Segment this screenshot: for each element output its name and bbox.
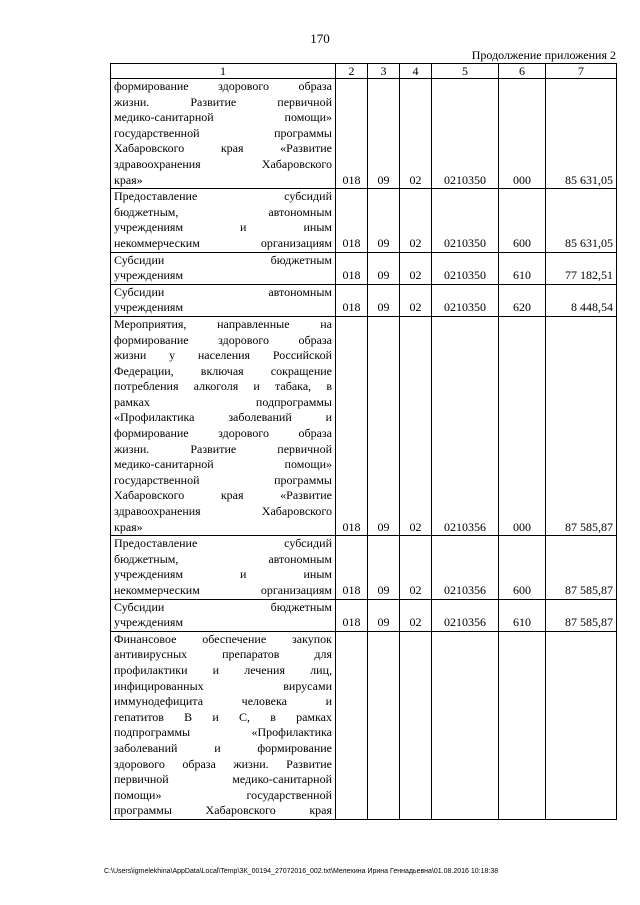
description-line: края»: [114, 172, 143, 187]
cell-c2: 018: [336, 252, 368, 284]
description-line: учреждениям: [114, 615, 184, 630]
description-line: Федерации, включая сокращение: [114, 363, 332, 378]
description-line: Предоставление субсидий: [114, 536, 332, 551]
description-line: учреждениям: [114, 300, 184, 315]
column-header: 4: [400, 64, 432, 79]
cell-c5: 0210350: [432, 79, 499, 189]
description-line: некоммерческим организациям: [114, 583, 332, 597]
description-line: здравоохранения Хабаровского: [114, 156, 332, 171]
cell-c5: 0210356: [432, 536, 499, 599]
cell-c4: 02: [400, 599, 432, 631]
description-line: государственной программы: [114, 125, 332, 140]
description-line: антивирусных препаратов для: [114, 647, 332, 662]
description-line: потребления алкоголя и табака, в: [114, 379, 332, 394]
cell-c4: 02: [400, 316, 432, 535]
cell-c3: 09: [368, 316, 400, 535]
description-line: помощи» государственной: [114, 787, 332, 802]
column-header: 6: [499, 64, 546, 79]
cell-c7: 85 631,05: [546, 189, 617, 252]
description-line: Субсидии автономным: [114, 284, 332, 299]
cell-c2: 018: [336, 79, 368, 189]
continuation-label: Продолжение приложения 2: [471, 48, 616, 62]
cell-c7: 8 448,54: [546, 284, 617, 316]
cell-c4: 02: [400, 79, 432, 189]
description-line: жизни. Развитие первичной: [114, 94, 332, 109]
description-line: профилактики и лечения лиц,: [114, 662, 332, 677]
description-line: учреждениям и иным: [114, 220, 332, 235]
description-line: первичной медико-санитарной: [114, 772, 332, 787]
description-line: «Профилактика заболеваний и: [114, 410, 332, 425]
table-row: [111, 284, 617, 316]
description-line: Субсидии бюджетным: [114, 599, 332, 614]
cell-c6: [499, 631, 546, 819]
column-header: 2: [336, 64, 368, 79]
cell-c5: 0210350: [432, 284, 499, 316]
page-number: 170: [310, 31, 330, 46]
description-line: бюджетным, автономным: [114, 551, 332, 566]
cell-c5: 0210356: [432, 316, 499, 535]
description-line: Хабаровского края «Развитие: [114, 141, 332, 156]
table-row: [111, 252, 617, 284]
description-line: гепатитов В и С, в рамках: [114, 709, 332, 724]
column-header: 7: [546, 64, 617, 79]
description-line: бюджетным, автономным: [114, 204, 332, 219]
cell-c3: 09: [368, 189, 400, 252]
cell-c3: 09: [368, 599, 400, 631]
cell-c7: 87 585,87: [546, 316, 617, 535]
cell-c5: 0210350: [432, 252, 499, 284]
description-line: иммунодефицита человека и: [114, 694, 332, 709]
cell-c3: [368, 631, 400, 819]
cell-c5: 0210356: [432, 599, 499, 631]
cell-c4: 02: [400, 252, 432, 284]
cell-c7: 87 585,87: [546, 536, 617, 599]
cell-c3: 09: [368, 252, 400, 284]
table-row: [111, 316, 617, 535]
description-line: медико-санитарной помощи»: [114, 457, 332, 472]
cell-c6: 610: [499, 599, 546, 631]
budget-table: [110, 63, 617, 820]
cell-c6: 620: [499, 284, 546, 316]
cell-c5: 0210350: [432, 189, 499, 252]
cell-c5: [432, 631, 499, 819]
description-line: некоммерческим организациям: [114, 235, 332, 250]
cell-c7: [546, 631, 617, 819]
cell-c2: 018: [336, 189, 368, 252]
description-line: формирование здорового образа: [114, 426, 332, 441]
row-description: [111, 599, 336, 631]
column-header: 1: [111, 64, 336, 79]
cell-c4: 02: [400, 536, 432, 599]
description-line: жизни у населения Российской: [114, 348, 332, 363]
cell-c2: 018: [336, 599, 368, 631]
description-line: края»: [114, 519, 143, 534]
file-path-footer: C:\Users\igmelekhina\AppData\Local\Temp\ЗК_00194_27072016_002.txt\Мелехина Ирина Геннадьевна\01.08.2016 10:18:38: [104, 868, 499, 875]
cell-c2: 018: [336, 284, 368, 316]
table-row: [111, 79, 617, 189]
description-line: учреждениям: [114, 268, 184, 283]
cell-c3: 09: [368, 79, 400, 189]
cell-c2: 018: [336, 316, 368, 535]
row-description: [111, 252, 336, 284]
cell-c2: [336, 631, 368, 819]
description-line: Субсидии бюджетным: [114, 252, 332, 267]
description-line: здорового образа жизни. Развитие: [114, 756, 332, 771]
description-line: заболеваний и формирование: [114, 740, 332, 755]
description-line: инфицированных вирусами: [114, 678, 332, 693]
table-row: [111, 189, 617, 252]
cell-c7: 77 182,51: [546, 252, 617, 284]
cell-c6: 600: [499, 536, 546, 599]
cell-c2: 018: [336, 536, 368, 599]
column-header: 5: [432, 64, 499, 79]
cell-c6: 600: [499, 189, 546, 252]
cell-c4: 02: [400, 284, 432, 316]
description-line: рамках подпрограммы: [114, 394, 332, 409]
row-description: [111, 536, 336, 599]
description-line: Предоставление субсидий: [114, 189, 332, 204]
description-line: Мероприятия, направленные на: [114, 316, 332, 331]
description-line: подпрограммы «Профилактика: [114, 725, 332, 740]
cell-c4: [400, 631, 432, 819]
column-header: 3: [368, 64, 400, 79]
description-line: государственной программы: [114, 472, 332, 487]
description-line: Финансовое обеспечение закупок: [114, 631, 332, 646]
cell-c3: 09: [368, 284, 400, 316]
description-line: Хабаровского края «Развитие: [114, 488, 332, 503]
row-description: [111, 284, 336, 316]
cell-c7: 85 631,05: [546, 79, 617, 189]
description-line: формирование здорового образа: [114, 79, 332, 93]
description-line: здравоохранения Хабаровского: [114, 504, 332, 519]
row-description: [111, 79, 336, 189]
row-description: [111, 316, 336, 535]
description-line: формирование здорового образа: [114, 332, 332, 347]
description-line: учреждениям и иным: [114, 567, 332, 582]
description-line: программы Хабаровского края: [114, 803, 332, 818]
cell-c6: 000: [499, 79, 546, 189]
cell-c3: 09: [368, 536, 400, 599]
table-row: [111, 599, 617, 631]
description-line: медико-санитарной помощи»: [114, 110, 332, 125]
cell-c7: 87 585,87: [546, 599, 617, 631]
description-line: жизни. Развитие первичной: [114, 441, 332, 456]
row-description: [111, 631, 336, 819]
row-description: [111, 189, 336, 252]
cell-c6: 000: [499, 316, 546, 535]
table-row: [111, 536, 617, 599]
header-row: [111, 64, 617, 79]
table-row: [111, 631, 617, 819]
cell-c4: 02: [400, 189, 432, 252]
cell-c6: 610: [499, 252, 546, 284]
